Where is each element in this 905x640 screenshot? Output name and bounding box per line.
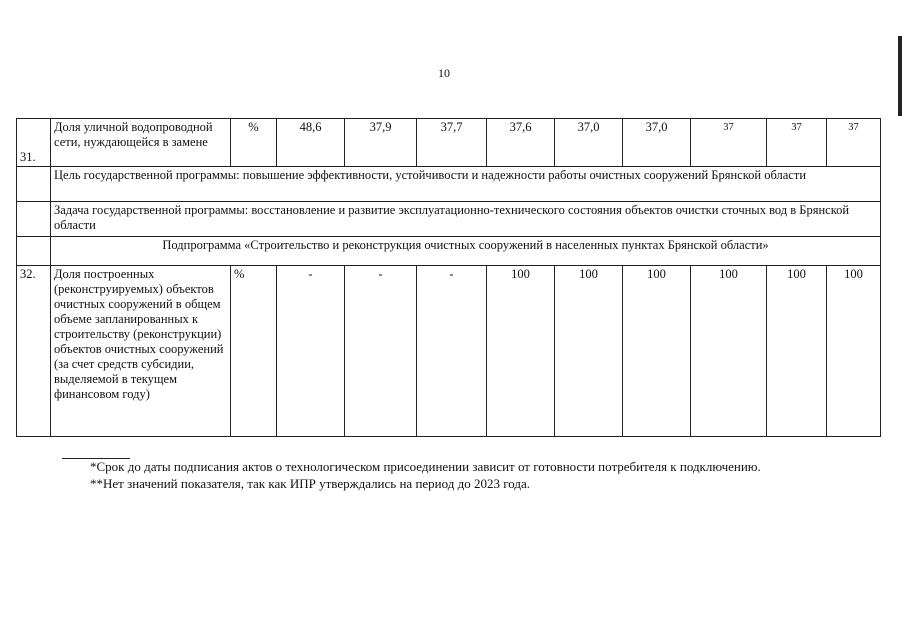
indicator-name: Доля уличной водопроводной сети, нуждающейся в замене xyxy=(51,119,231,167)
value-cell: 100 xyxy=(827,266,881,437)
table-row xyxy=(17,237,881,266)
footnotes xyxy=(60,458,838,492)
empty-cell xyxy=(17,202,51,237)
value-cell: 37 xyxy=(767,119,827,167)
value-cell: 37,9 xyxy=(345,119,417,167)
value-cell: 37,0 xyxy=(623,119,691,167)
table-row xyxy=(17,167,881,202)
value-cell: 100 xyxy=(767,266,827,437)
value-cell: 48,6 xyxy=(277,119,345,167)
indicator-name: Доля построенных (реконструируемых) объектов очистных сооружений в общем объеме запланированных к строительству (реконструкции) объектов очистных сооружений (за счет средств субсидии, выделяемой в текущем финансовом году) xyxy=(51,266,231,437)
value-cell: 37,7 xyxy=(417,119,487,167)
program-goal: Цель государственной программы: повышение эффективности, устойчивости и надежности работы очистных сооружений Брянской области xyxy=(51,167,881,202)
value-cell: 100 xyxy=(555,266,623,437)
value-cell: - xyxy=(277,266,345,437)
program-task: Задача государственной программы: восстановление и развитие эксплуатационно-технического состояния объектов очистки сточных вод в Брянской области xyxy=(51,202,881,237)
unit-cell: % xyxy=(231,266,277,437)
value-cell: - xyxy=(345,266,417,437)
table-row xyxy=(17,119,881,167)
footnote: **Нет значений показателя, так как ИПР утверждались на период до 2023 года. xyxy=(90,476,531,491)
value-cell: 100 xyxy=(691,266,767,437)
value-cell: 37,6 xyxy=(487,119,555,167)
table-row xyxy=(17,266,881,437)
row-number: 32. xyxy=(17,266,51,437)
empty-cell xyxy=(17,237,51,266)
value-cell: 100 xyxy=(487,266,555,437)
subprogram-title: Подпрограмма «Строительство и реконструкция очистных сооружений в населенных пунктах Брянской области» xyxy=(51,237,881,266)
page-number: 10 xyxy=(438,66,450,80)
empty-cell xyxy=(17,167,51,202)
value-cell: 100 xyxy=(623,266,691,437)
value-cell: 37 xyxy=(827,119,881,167)
table-row xyxy=(17,202,881,237)
value-cell: 37,0 xyxy=(555,119,623,167)
value-cell: 37 xyxy=(691,119,767,167)
footnote: *Срок до даты подписания актов о технологическом присоединении зависит от готовности потребителя к подключению. xyxy=(90,459,761,474)
edge-mark xyxy=(898,36,902,116)
row-number: 31. xyxy=(17,119,51,167)
indicators-table xyxy=(16,118,881,437)
value-cell: - xyxy=(417,266,487,437)
unit-cell: % xyxy=(231,119,277,167)
